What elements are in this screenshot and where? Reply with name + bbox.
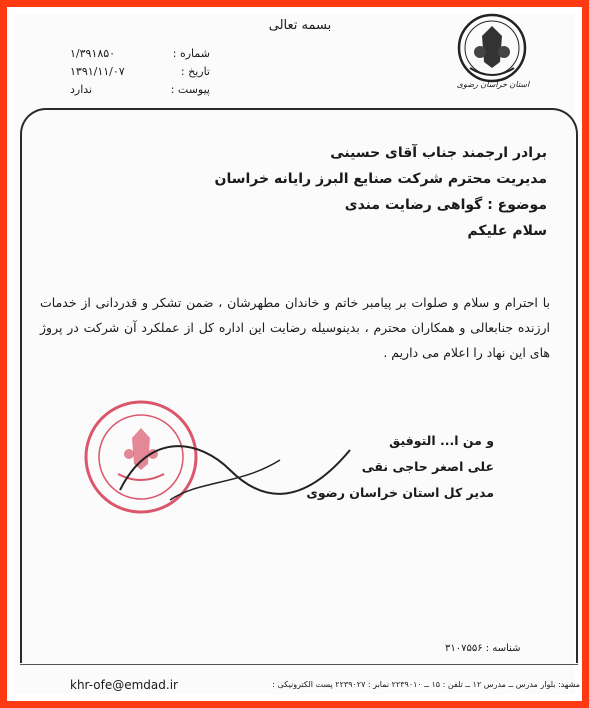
meta-row-number	[70, 44, 210, 62]
document-serial: شناسه : ۳۱۰۷۵۵۶	[445, 643, 521, 654]
letter-metadata	[70, 44, 210, 98]
logo-caption: استان خراسان رضوی	[456, 80, 530, 89]
footer-email: khr-ofe@emdad.ir	[70, 678, 178, 692]
letter-number: ۱/۳۹۱۸۵۰	[70, 46, 116, 60]
letter-attachment: ندارد	[70, 82, 93, 96]
letter-subject: موضوع : گواهی رضایت مندی	[344, 197, 547, 213]
greeting: سلام علیکم	[467, 223, 547, 239]
body-paragraph: با احترام و سلام و صلوات بر پیامبر خاتم و خاندان مطهرشان ، ضمن تشکر و قدردانی از خدمات ارزنده جنابعالی و همکاران محترم ، بدینوسیله رضایت این اداره کل از عملکرد آن شرکت در پروژ های این نهاد را اعلام می داریم .	[40, 295, 550, 360]
letter-date: ۱۳۹۱/۱۱/۰۷	[70, 64, 125, 78]
meta-label: شماره :	[172, 46, 210, 60]
invocation-heading: بسمه تعالی	[268, 18, 332, 33]
signature-block	[306, 428, 494, 506]
meta-label: تاریخ :	[180, 64, 210, 78]
addressee-name: برادر ارجمند جناب آقای حسینی	[330, 145, 547, 161]
addressee-block	[215, 140, 547, 244]
footer-address: مشهد: بلوار مدرس ــ مدرس ۱۲ ــ تلفن : ۱۵ ــ ۲۲۳۹۰۱۰ نمابر : ۲۲۳۹۰۲۷ پست الکترونیکی :	[272, 680, 580, 689]
meta-row-attachment	[70, 80, 210, 98]
meta-row-date	[70, 62, 210, 80]
organization-logo-icon	[452, 12, 532, 104]
meta-label: پیوست :	[170, 82, 210, 96]
addressee-company: مدیریت محترم شرکت صنایع البرز رایانه خراسان	[214, 171, 547, 187]
signer-title: مدیر کل استان خراسان رضوی	[306, 485, 494, 500]
closing-phrase: و من ا... التوفیق	[389, 433, 494, 448]
letter-body	[40, 290, 550, 365]
signer-name: علی اصغر حاجی نقی	[361, 459, 494, 474]
footer-divider	[20, 664, 578, 665]
